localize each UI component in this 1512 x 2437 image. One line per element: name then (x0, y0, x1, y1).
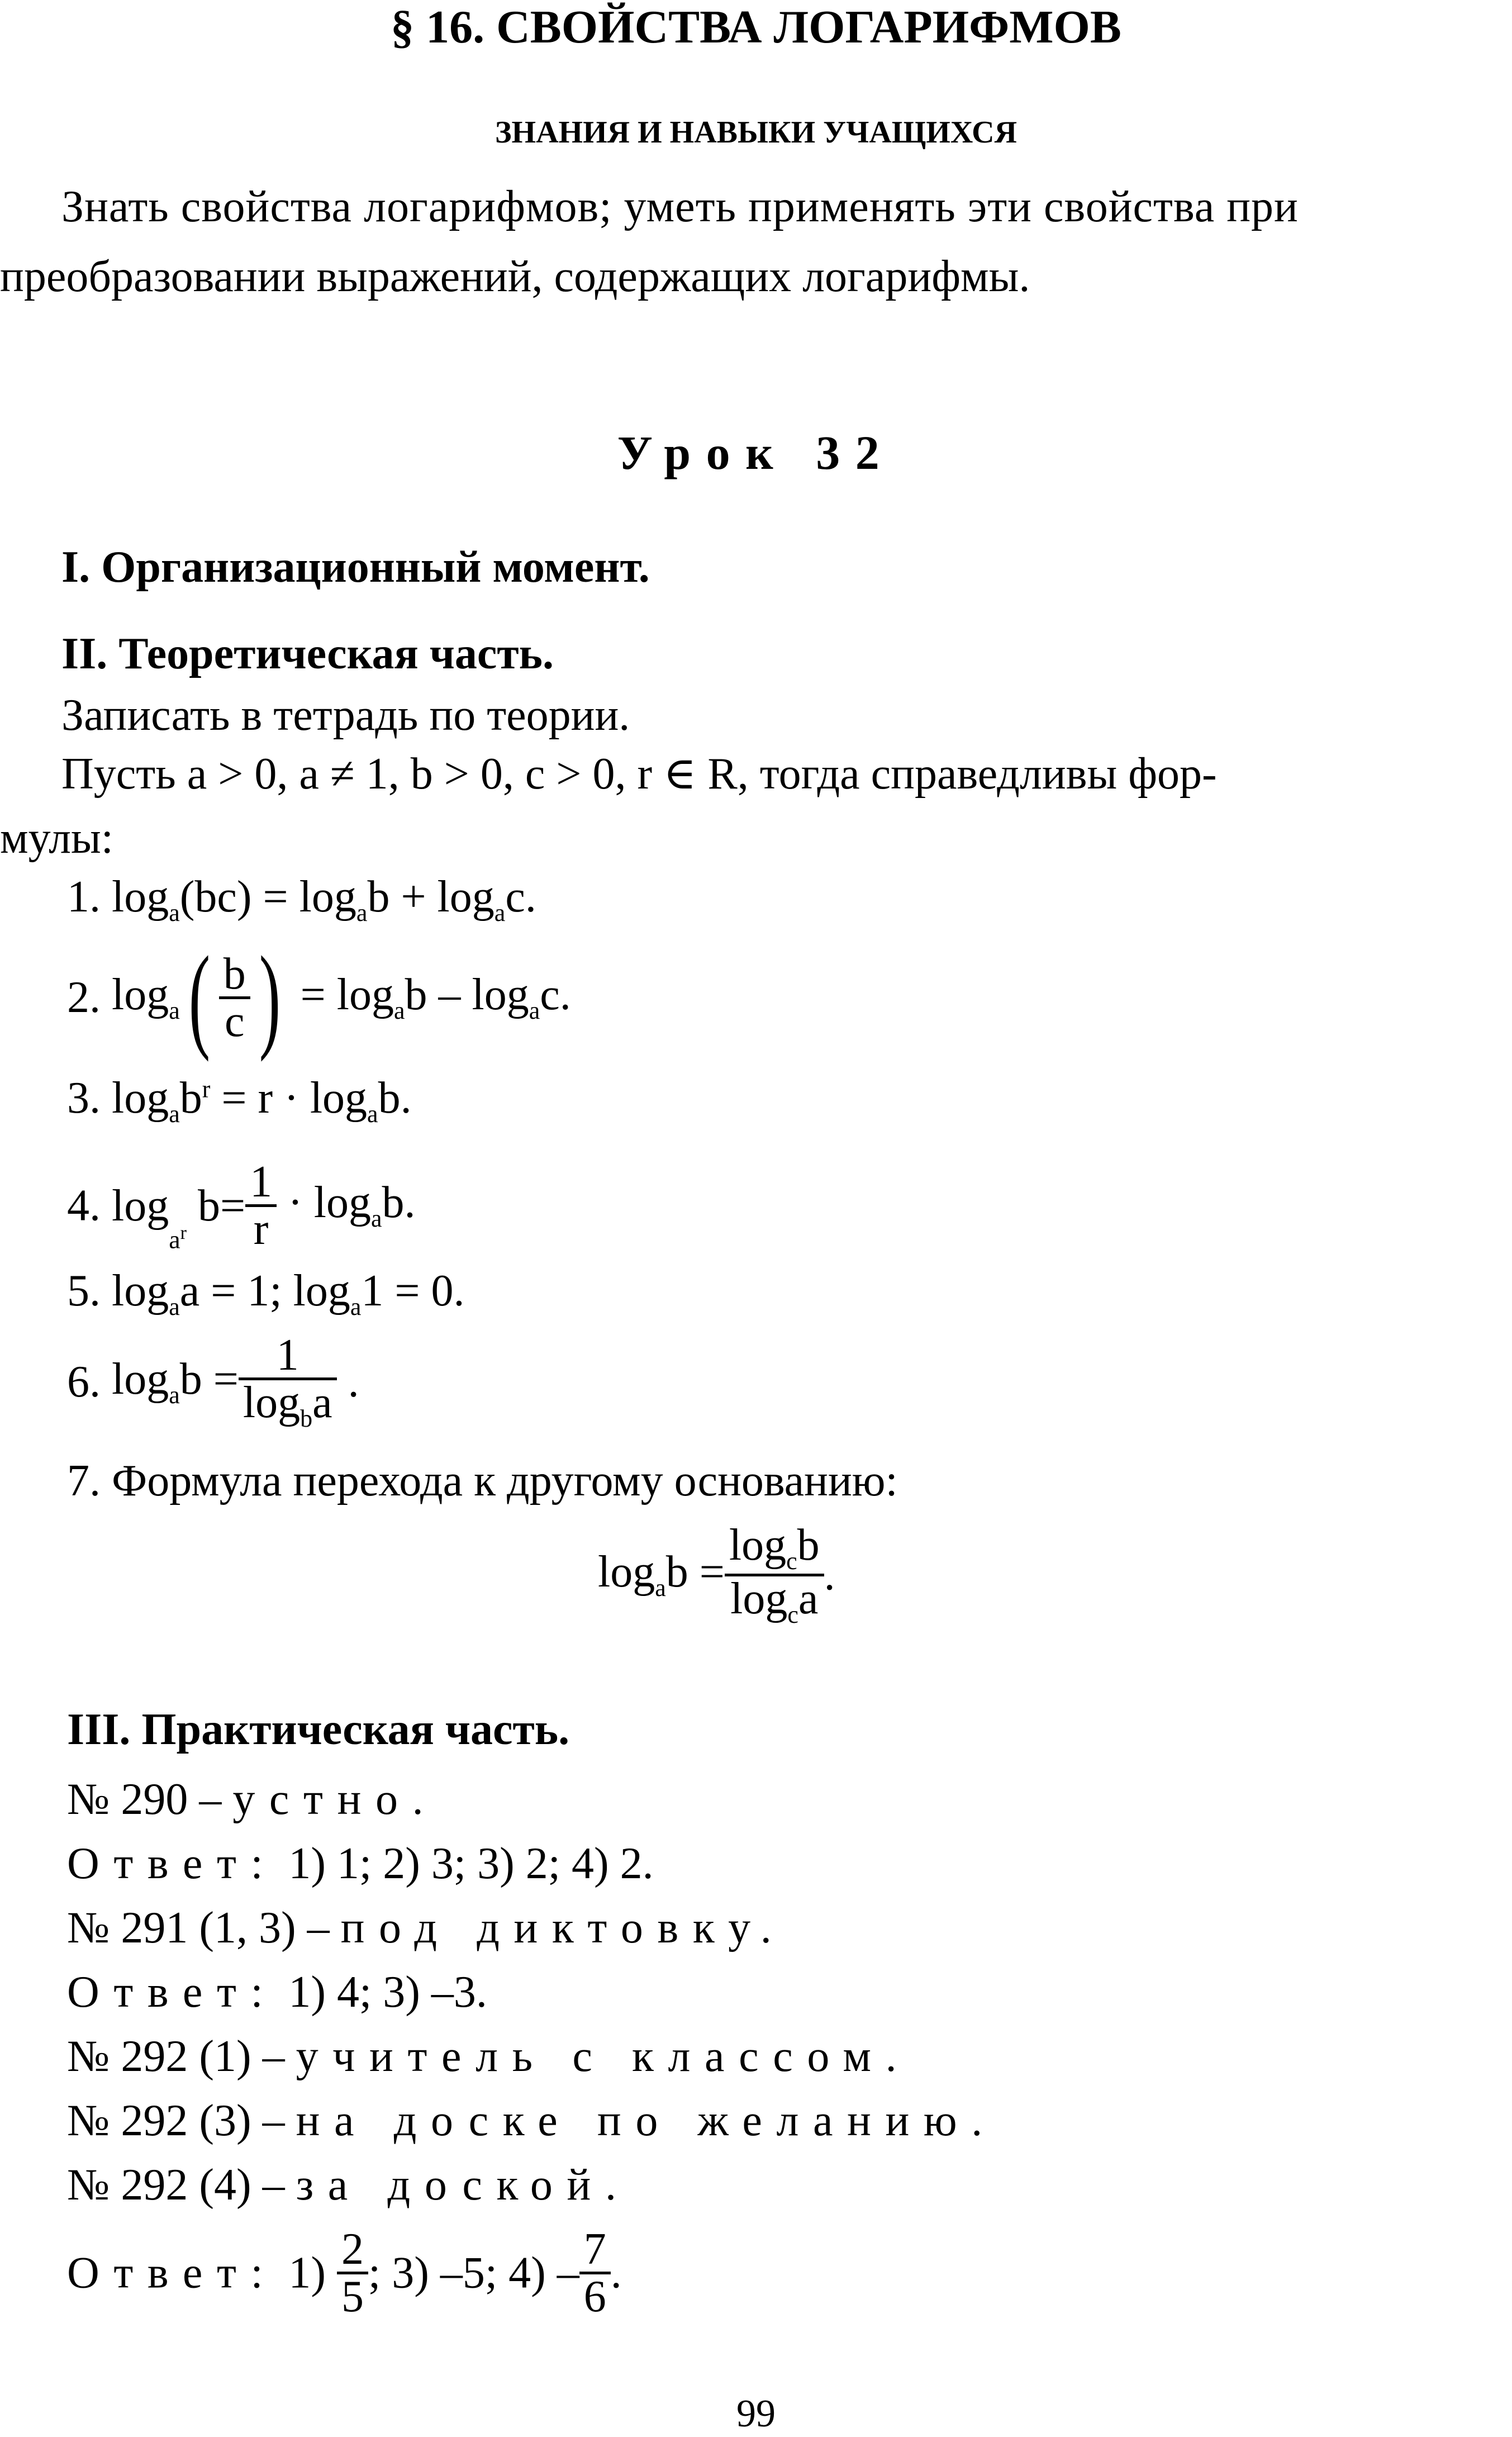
formula-7: $\log_ab$ = $\frac{\log_cb}{\log_ca}$ . (598, 1521, 835, 1628)
intro-line-1: Знать свойства логарифмов; уметь применять эти свойства при (61, 182, 1299, 231)
answer-line: Ответ: 1) 1; 2) 3; 3) 2; 4) 2. (67, 1839, 654, 1888)
practice-item: № 291 (1, 3) – под диктовку. (67, 1903, 786, 1953)
condition-line-1: Пусть a > 0, a ≠ 1, b > 0, c > 0, r ∈ R, тогда справедливы фор- (61, 749, 1217, 799)
formula-1: 1. $\log_a(bc) = \log_ab + \log_ac$. (67, 872, 536, 927)
part3-heading: III. Практическая часть. (67, 1705, 570, 1754)
part2-heading: II. Теоретическая часть. (61, 629, 554, 678)
answer-line: Ответ: 1) 4; 3) –3. (67, 1968, 487, 2017)
section-heading: ЗНАНИЯ И НАВЫКИ УЧАЩИХСЯ (495, 115, 1017, 150)
practice-item: № 292 (1) – учитель с классом. (67, 2032, 911, 2081)
chapter-title: § 16. СВОЙСТВА ЛОГАРИФМОВ (391, 1, 1121, 53)
lesson-title: Урок 32 (617, 426, 895, 479)
final-answer: Ответ: 1) $\frac{2}{5}$ ; 3) –5; 4) – $\frac{7}{6}$ . (67, 2225, 622, 2321)
formula-7-heading: 7. Формула перехода к другому основанию: (67, 1456, 898, 1505)
practice-item: № 292 (4) – за доской. (67, 2160, 631, 2210)
theory-line: Записать в тетрадь по теории. (61, 691, 630, 740)
intro-line-2: преобразовании выражений, содержащих логарифмы. (0, 252, 1030, 301)
practice-item: № 290 – устно. (67, 1775, 438, 1824)
formula-4: 4. loga$^r$ b= $\frac{1}{r}$ · $\log_ab$. (67, 1157, 416, 1254)
formula-6: 6. $\log_ab$ = $\frac{1}{\log_ba}$ . (67, 1331, 359, 1432)
practice-item: № 292 (3) – на доске по желанию. (67, 2096, 997, 2145)
formula-5: 5. $\log_aa = 1$; $\log_a1 = 0$. (67, 1266, 465, 1320)
formula-3: 3. $\log_ab^r = r \cdot \log_ab$. (67, 1073, 412, 1128)
part1-heading: I. Организационный момент. (61, 543, 650, 592)
page-number: 99 (736, 2392, 776, 2435)
condition-line-2: мулы: (0, 814, 114, 863)
formula-2: 2. $\log_a$( $\frac{b}{c}$ ) = $\log_ab - \log_ac$. (67, 933, 571, 1062)
